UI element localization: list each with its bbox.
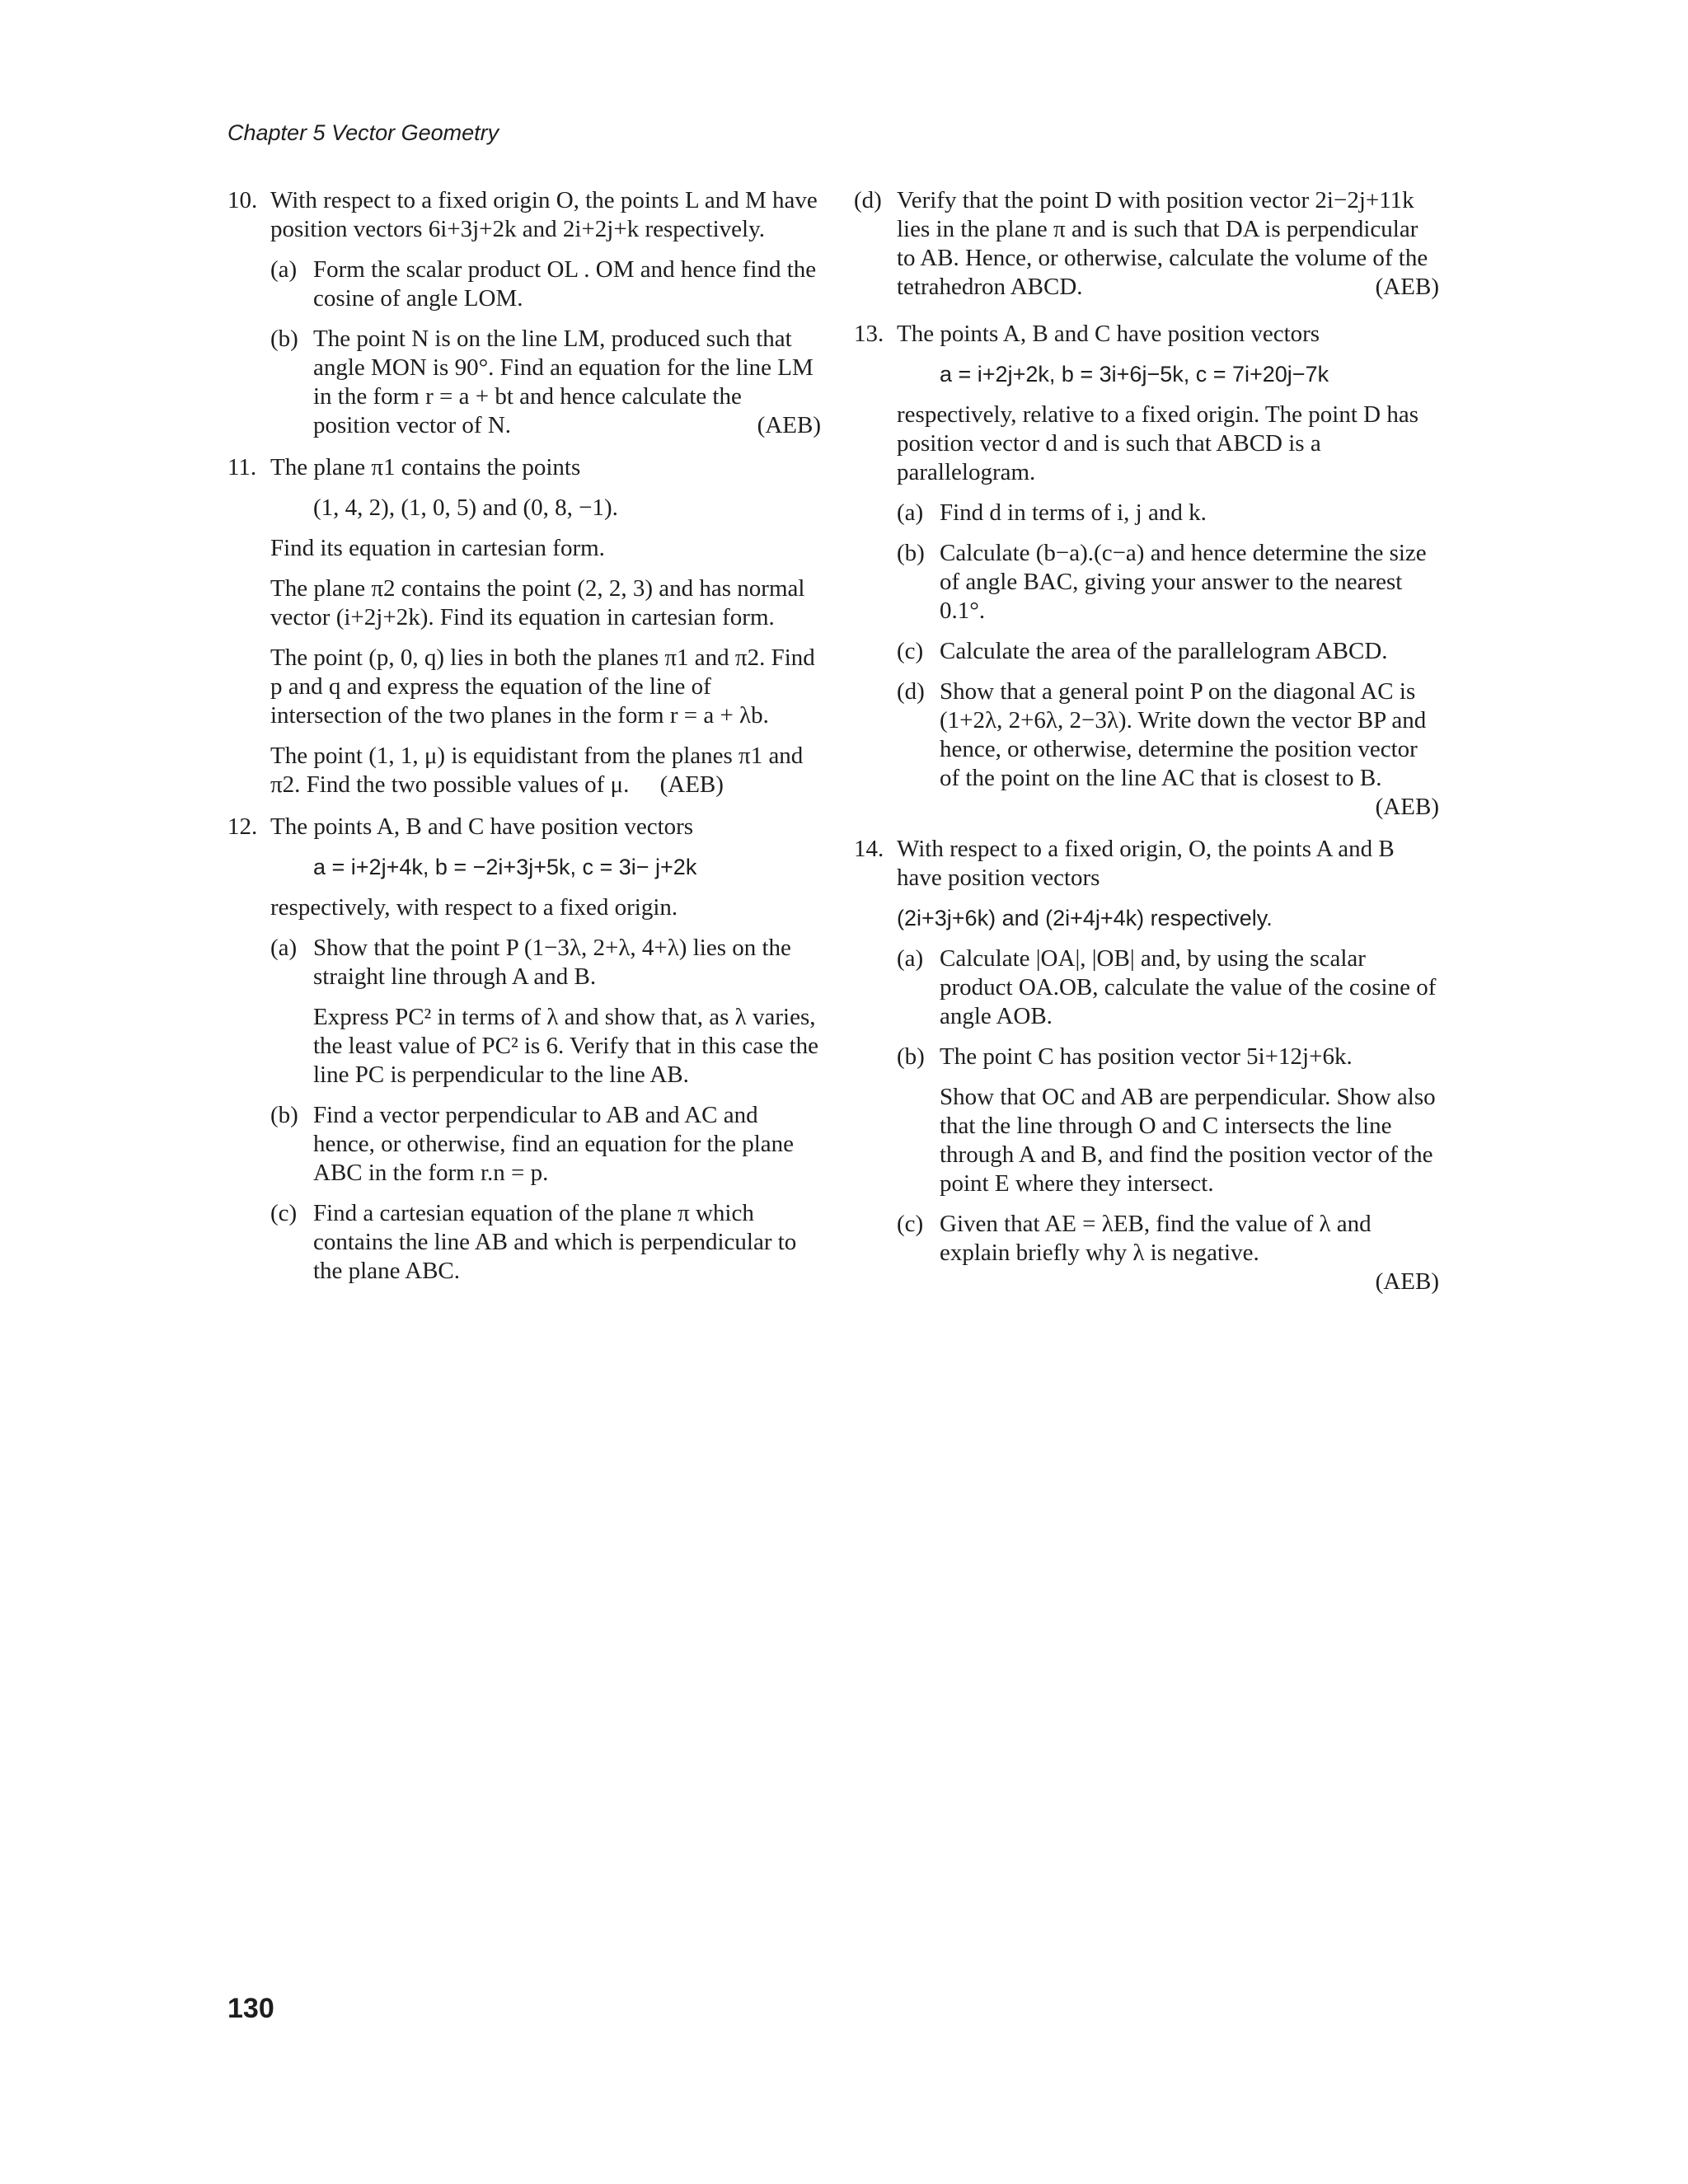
part-label: (d) — [854, 187, 882, 213]
vector-list: a = i+2j+4k, b = −2i+3j+5k, c = 3i− j+2k — [313, 855, 697, 879]
question-number: 12. — [227, 813, 258, 840]
part-a — [270, 255, 821, 313]
page-number: 130 — [227, 1993, 274, 2024]
part-label: (a) — [897, 945, 924, 972]
part-label: (d) — [897, 678, 925, 705]
question-14 — [854, 835, 1439, 1296]
paragraph: respectively, relative to a fixed origin. The point D has position vector d and is such that ABCD is a parallelogram. — [897, 401, 1418, 485]
source-tag: (AEB) — [1375, 1268, 1439, 1295]
question-intro: The points A, B and C have position vectors — [270, 813, 694, 840]
question-number: 10. — [227, 187, 258, 213]
part-text: Find d in terms of i, j and k. — [940, 499, 1207, 526]
part-text: Find a cartesian equation of the plane π which contains the line AB and which is perpendicular to the plane ABC. — [313, 1200, 797, 1284]
part-label: (a) — [897, 499, 924, 526]
part-label: (c) — [270, 1200, 298, 1226]
part-c — [897, 1210, 1439, 1296]
source-tag: (AEB) — [1375, 794, 1439, 820]
part-text: Show that OC and AB are perpendicular. Show also that the line through O and C intersects the line through A and B, and find the position vector of the point E where they intersect. — [940, 1084, 1436, 1197]
part-text: Express PC² in terms of λ and show that, as λ varies, the least value of PC² is 6. Verify that in this case the line PC is perpendicular to the line AB. — [313, 1004, 819, 1088]
question-12 — [227, 813, 821, 1286]
right-column — [854, 186, 1439, 1310]
part-text: Verify that the point D with position vector 2i−2j+11k lies in the plane π and is such that DA is perpendicular to AB. Hence, or otherwise, calculate the volume of the tetrahedron ABCD. — [897, 187, 1428, 300]
part-label: (b) — [897, 540, 925, 566]
left-column — [227, 186, 821, 1299]
part-text: Calculate the area of the parallelogram ABCD. — [940, 638, 1388, 664]
part-label: (b) — [897, 1043, 925, 1070]
part-d — [897, 677, 1439, 822]
question-10 — [227, 186, 821, 440]
part-label: (a) — [270, 935, 298, 961]
part-b — [270, 1101, 821, 1188]
source-tag: (AEB) — [757, 412, 821, 438]
part-c — [897, 637, 1439, 666]
part-text: Find a vector perpendicular to AB and AC and hence, or otherwise, find an equation for the plane ABC in the form r.n = p. — [313, 1102, 795, 1186]
question-intro: With respect to a fixed origin, O, the points A and B have position vectors — [897, 836, 1395, 891]
part-text: Show that a general point P on the diagonal AC is (1+2λ, 2+6λ, 2−3λ). Write down the vector BP and hence, or otherwise, determine the position vector of the point on the line AC that is closest to B. — [940, 678, 1427, 791]
source-tag: (AEB) — [659, 771, 724, 798]
part-text: Calculate (b−a).(c−a) and hence determine the size of angle BAC, giving your answer to the nearest 0.1°. — [940, 540, 1427, 624]
vector-list: a = i+2j+2k, b = 3i+6j−5k, c = 7i+20j−7k — [940, 362, 1329, 387]
chapter-header: Chapter 5 Vector Geometry — [227, 120, 499, 145]
part-label: (c) — [897, 1211, 924, 1237]
part-text: Given that AE = λEB, find the value of λ and explain briefly why λ is negative. — [940, 1211, 1372, 1266]
part-label: (a) — [270, 256, 298, 283]
question-intro: With respect to a fixed origin O, the points L and M have position vectors 6i+3j+2k and 2i+2j+k respectively. — [270, 187, 818, 242]
question-number: 13. — [854, 321, 884, 347]
question-intro: The plane π1 contains the points — [270, 454, 581, 480]
question-number: 14. — [854, 836, 884, 862]
part-c — [270, 1199, 821, 1286]
source-tag-row — [940, 1268, 1439, 1296]
part-a — [897, 499, 1439, 527]
part-text: Form the scalar product OL . OM and hence find the cosine of angle LOM. — [313, 256, 817, 312]
paragraph-text: The point (1, 1, μ) is equidistant from the planes π1 and π2. Find the two possible values of μ. — [270, 743, 804, 798]
part-text: Calculate |OA|, |OB| and, by using the scalar product OA.OB, calculate the value of the cosine of angle AOB. — [940, 945, 1437, 1029]
part-label: (c) — [897, 638, 924, 664]
vector-list: (2i+3j+6k) and (2i+4j+4k) respectively. — [897, 906, 1273, 930]
part-text: The point C has position vector 5i+12j+6k. — [940, 1043, 1353, 1070]
question-12-part-d — [854, 186, 1439, 302]
part-b — [897, 1043, 1439, 1198]
part-a — [897, 944, 1439, 1031]
paragraph: The point (p, 0, q) lies in both the planes π1 and π2. Find p and q and express the equation of the line of intersection of the two planes in the form r = a + λb. — [270, 644, 815, 729]
question-13 — [854, 320, 1439, 822]
part-b — [897, 539, 1439, 626]
paragraph: The plane π2 contains the point (2, 2, 3) and has normal vector (i+2j+2k). Find its equation in cartesian form. — [270, 575, 805, 630]
question-11 — [227, 453, 821, 799]
part-text: The point N is on the line LM, produced such that angle MON is 90°. Find an equation for the line LM in the form r = a + bt and hence calculate the position vector of N. — [313, 326, 814, 438]
source-tag: (AEB) — [1375, 274, 1439, 300]
points-list: (1, 4, 2), (1, 0, 5) and (0, 8, −1). — [313, 494, 618, 521]
part-label: (b) — [270, 1102, 298, 1128]
part-label: (b) — [270, 326, 298, 352]
part-a — [270, 934, 821, 1090]
paragraph: respectively, with respect to a fixed origin. — [270, 894, 678, 921]
paragraph: Find its equation in cartesian form. — [270, 535, 605, 561]
question-intro: The points A, B and C have position vectors — [897, 321, 1320, 347]
question-number: 11. — [227, 454, 257, 480]
part-b — [270, 325, 821, 440]
part-text: Show that the point P (1−3λ, 2+λ, 4+λ) lies on the straight line through A and B. — [313, 935, 791, 990]
paragraph — [270, 742, 821, 799]
